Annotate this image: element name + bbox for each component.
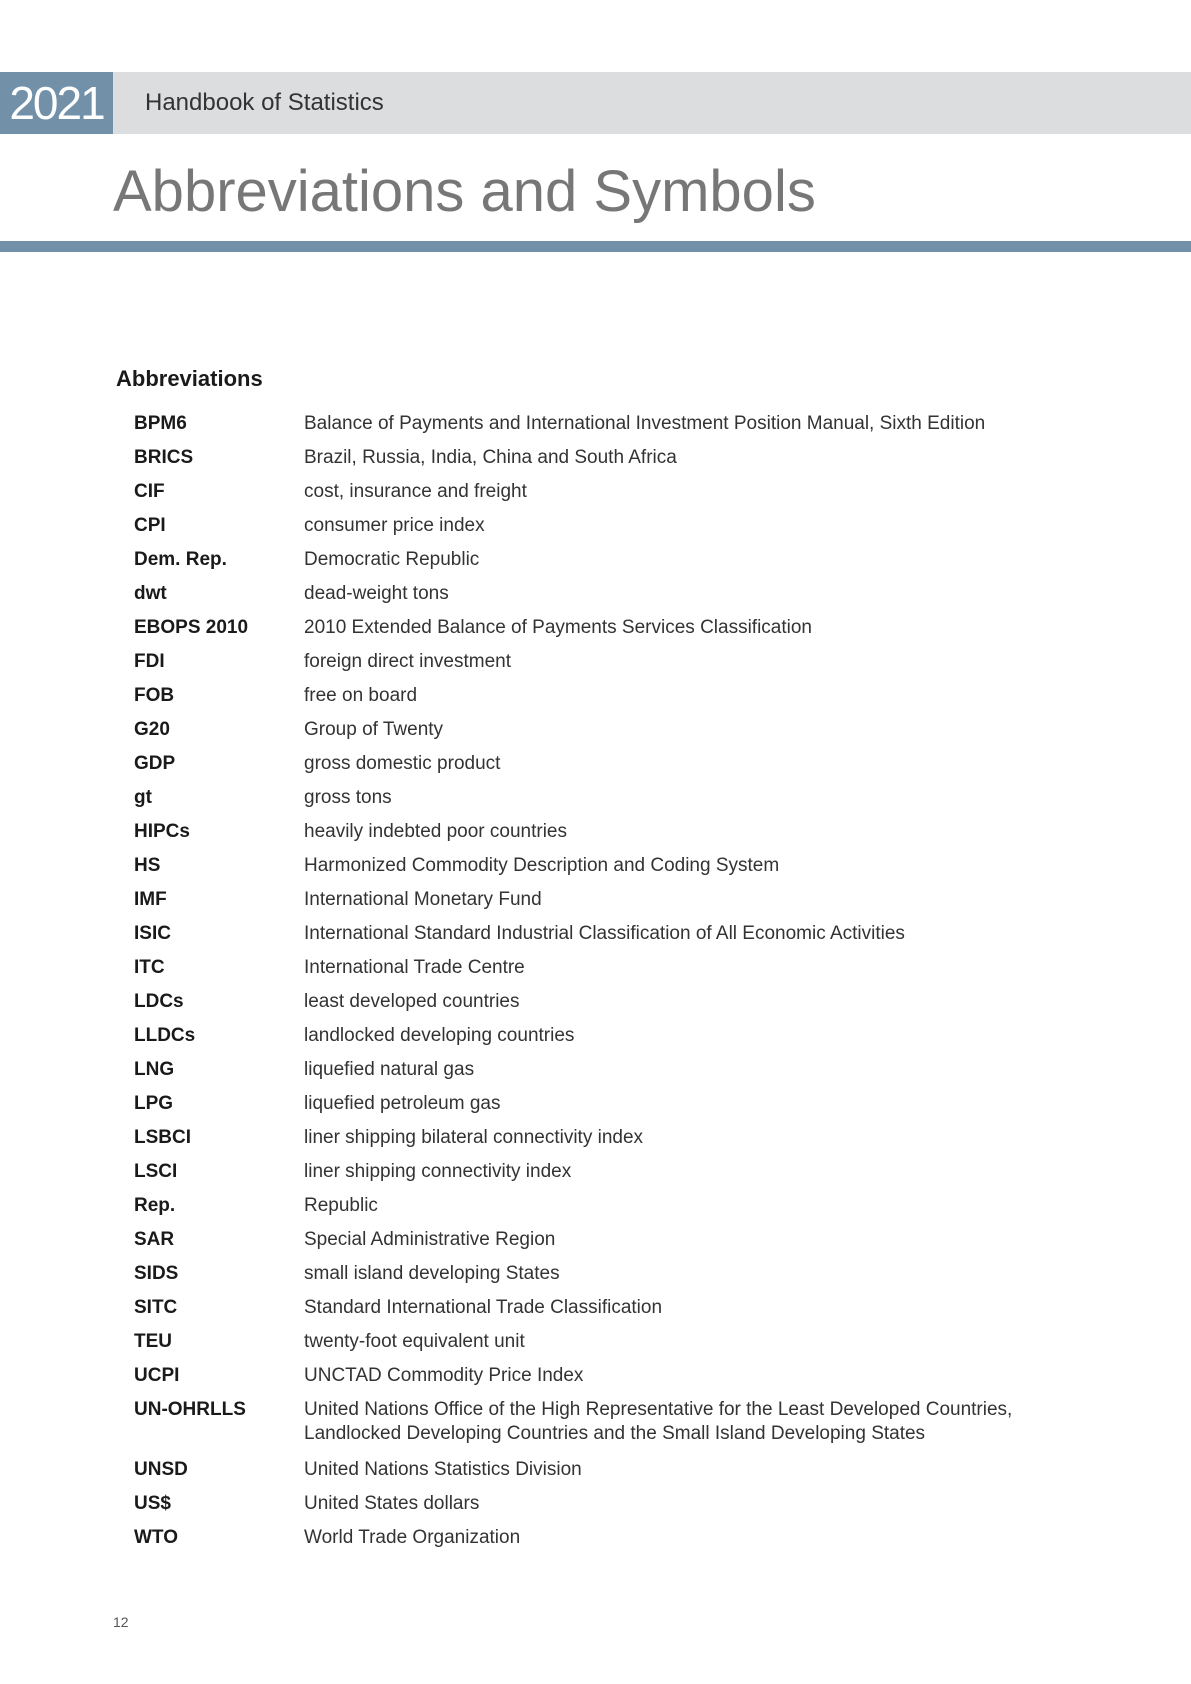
abbreviation-term: BPM6 — [134, 413, 187, 434]
abbreviation-row — [134, 1526, 1014, 1560]
abbreviation-row — [134, 650, 1014, 684]
abbreviation-term: LNG — [134, 1059, 175, 1080]
abbreviation-row — [134, 1330, 1014, 1364]
abbreviation-term: dwt — [134, 583, 167, 604]
abbreviation-term: LSBCI — [134, 1127, 191, 1148]
abbreviation-definition: least developed countries — [304, 991, 520, 1012]
abbreviation-row — [134, 1398, 1014, 1458]
abbreviation-term: UCPI — [134, 1365, 180, 1386]
abbreviation-term: LLDCs — [134, 1025, 196, 1046]
abbreviation-definition: Democratic Republic — [304, 549, 480, 570]
abbreviation-row — [134, 548, 1014, 582]
abbreviation-term: WTO — [134, 1527, 178, 1548]
abbreviation-term: LDCs — [134, 991, 184, 1012]
abbreviation-row — [134, 922, 1014, 956]
section-heading-abbreviations: Abbreviations — [116, 366, 263, 391]
abbreviation-row — [134, 514, 1014, 548]
abbreviation-definition: free on board — [304, 685, 418, 706]
abbreviation-definition: Harmonized Commodity Description and Coding System — [304, 855, 780, 876]
abbreviation-definition: Standard International Trade Classification — [304, 1297, 663, 1318]
abbreviation-term: HS — [134, 855, 161, 876]
abbreviation-row — [134, 480, 1014, 514]
abbreviation-definition: United Nations Office of the High Representative for the Least Developed Countries, Landlocked Developing Countries and the Small Island Developing States — [304, 1399, 1013, 1444]
abbreviation-term: EBOPS 2010 — [134, 617, 249, 638]
abbreviation-term: GDP — [134, 753, 176, 774]
abbreviation-row — [134, 1160, 1014, 1194]
abbreviation-definition: twenty-foot equivalent unit — [304, 1331, 525, 1352]
abbreviation-definition: 2010 Extended Balance of Payments Services Classification — [304, 617, 812, 638]
abbreviation-row — [134, 1458, 1014, 1492]
abbreviation-term: SAR — [134, 1229, 175, 1250]
abbreviation-row — [134, 582, 1014, 616]
abbreviations-list — [134, 412, 1014, 1560]
abbreviation-row — [134, 616, 1014, 650]
abbreviation-term: US$ — [134, 1493, 171, 1514]
abbreviation-definition: Brazil, Russia, India, China and South Africa — [304, 447, 677, 468]
abbreviation-term: FOB — [134, 685, 175, 706]
abbreviation-row — [134, 854, 1014, 888]
abbreviation-row — [134, 718, 1014, 752]
abbreviation-row — [134, 412, 1014, 446]
abbreviation-definition: United Nations Statistics Division — [304, 1459, 582, 1480]
abbreviation-definition: UNCTAD Commodity Price Index — [304, 1365, 584, 1386]
abbreviation-definition: World Trade Organization — [304, 1527, 521, 1548]
title-divider — [0, 241, 1191, 252]
abbreviation-definition: International Standard Industrial Classification of All Economic Activities — [304, 923, 905, 944]
abbreviation-term: LPG — [134, 1093, 174, 1114]
abbreviation-row — [134, 1194, 1014, 1228]
page-number: 12 — [113, 1614, 129, 1630]
abbreviation-definition: dead-weight tons — [304, 583, 449, 604]
abbreviation-definition: gross domestic product — [304, 753, 501, 774]
abbreviation-term: gt — [134, 787, 152, 808]
abbreviation-definition: Republic — [304, 1195, 378, 1216]
abbreviation-term: SITC — [134, 1297, 178, 1318]
abbreviation-row — [134, 990, 1014, 1024]
abbreviation-definition: liner shipping bilateral connectivity index — [304, 1127, 644, 1148]
abbreviation-row — [134, 888, 1014, 922]
handbook-title: Handbook of Statistics — [145, 89, 384, 116]
abbreviation-term: ITC — [134, 957, 165, 978]
abbreviation-row — [134, 752, 1014, 786]
abbreviation-definition: gross tons — [304, 787, 392, 808]
abbreviation-term: TEU — [134, 1331, 172, 1352]
abbreviation-definition: International Monetary Fund — [304, 889, 542, 910]
abbreviation-term: G20 — [134, 719, 170, 740]
abbreviation-term: BRICS — [134, 447, 194, 468]
abbreviation-term: ISIC — [134, 923, 171, 944]
abbreviation-row — [134, 786, 1014, 820]
abbreviation-term: SIDS — [134, 1263, 179, 1284]
abbreviation-definition: Special Administrative Region — [304, 1229, 556, 1250]
abbreviation-definition: liquefied natural gas — [304, 1059, 475, 1080]
abbreviation-definition: cost, insurance and freight — [304, 481, 527, 502]
abbreviation-term: FDI — [134, 651, 165, 672]
abbreviation-definition: foreign direct investment — [304, 651, 511, 672]
abbreviation-term: LSCI — [134, 1161, 178, 1182]
abbreviation-row — [134, 1024, 1014, 1058]
abbreviation-definition: United States dollars — [304, 1493, 480, 1514]
abbreviation-definition: Group of Twenty — [304, 719, 444, 740]
abbreviation-row — [134, 820, 1014, 854]
abbreviation-definition: liquefied petroleum gas — [304, 1093, 501, 1114]
abbreviation-term: UNSD — [134, 1459, 188, 1480]
abbreviation-row — [134, 1492, 1014, 1526]
abbreviation-row — [134, 1092, 1014, 1126]
abbreviation-row — [134, 1296, 1014, 1330]
abbreviation-definition: small island developing States — [304, 1263, 560, 1284]
abbreviation-term: CIF — [134, 481, 165, 502]
page-title: Abbreviations and Symbols — [113, 159, 816, 224]
abbreviation-row — [134, 684, 1014, 718]
abbreviation-definition: consumer price index — [304, 515, 485, 536]
abbreviation-definition: heavily indebted poor countries — [304, 821, 568, 842]
abbreviation-term: CPI — [134, 515, 166, 536]
abbreviation-row — [134, 1262, 1014, 1296]
abbreviation-term: Rep. — [134, 1195, 176, 1216]
abbreviation-row — [134, 1058, 1014, 1092]
abbreviation-row — [134, 1126, 1014, 1160]
abbreviation-term: UN-OHRLLS — [134, 1399, 246, 1420]
abbreviation-row — [134, 446, 1014, 480]
abbreviation-row — [134, 956, 1014, 990]
abbreviation-row — [134, 1228, 1014, 1262]
abbreviation-term: IMF — [134, 889, 167, 910]
abbreviation-definition: liner shipping connectivity index — [304, 1161, 572, 1182]
abbreviation-term: HIPCs — [134, 821, 190, 842]
year-badge: 2021 — [0, 72, 113, 134]
abbreviation-term: Dem. Rep. — [134, 549, 227, 570]
abbreviation-row — [134, 1364, 1014, 1398]
abbreviation-definition: Balance of Payments and International Investment Position Manual, Sixth Edition — [304, 413, 986, 434]
abbreviation-definition: landlocked developing countries — [304, 1025, 575, 1046]
abbreviation-definition: International Trade Centre — [304, 957, 525, 978]
